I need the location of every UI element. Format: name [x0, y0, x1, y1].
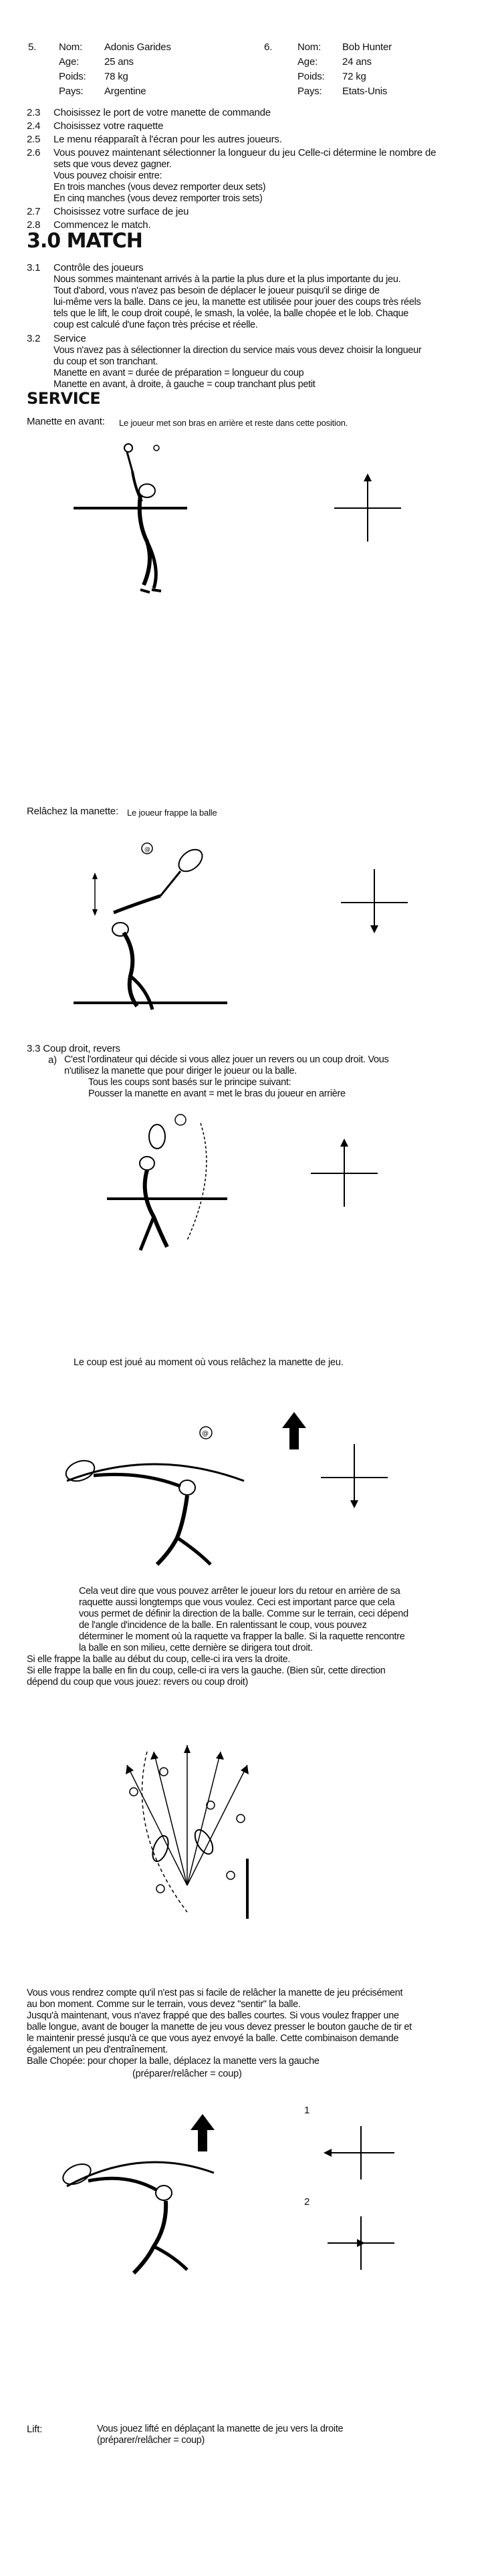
list-marker: a): [48, 1054, 57, 1066]
label-pays: Pays:: [59, 86, 84, 97]
text-line: n'utilisez la manette que pour diriger le joueur ou la balle.: [64, 1066, 297, 1076]
player-name: Adonis Garides: [104, 41, 171, 53]
text-line: lui-même vers la balle. Dans ce jeu, la manette est utilisée pour jouer des coups très réels: [53, 297, 421, 308]
step-text: Le menu réapparaît à l'écran pour les autres joueurs.: [53, 134, 282, 145]
player-country: Argentine: [104, 86, 146, 97]
forehand-prep-illustration: [100, 1106, 234, 1260]
text-line: également un peu d'entraînement.: [27, 2044, 168, 2055]
s31-paragraph: [53, 274, 420, 331]
text-line: balle longue, avant de bouger la manette de jeu vous devez presser le bouton gauche de tir et: [27, 2022, 412, 2032]
label-age: Age:: [59, 56, 80, 68]
text-line: dépend du coup que vous jouez: revers ou coup droit): [27, 1677, 249, 1687]
label-poids: Poids:: [59, 71, 86, 82]
s32-paragraph: [53, 345, 421, 390]
section-number: 3.2: [27, 333, 41, 344]
text-line: Pousser la manette en avant = met le bras du joueur en arrière: [88, 1088, 346, 1099]
player-number: 5.: [28, 41, 37, 53]
forehand-swing-illustration: [53, 1421, 267, 1574]
text-line: Si elle frappe la balle au début du coup, celle-ci ira vers la droite.: [27, 1654, 291, 1665]
step-number: 2.7: [27, 206, 41, 217]
player-age: 24 ans: [342, 56, 372, 68]
section-title-service: SERVICE: [27, 389, 101, 408]
step-26-details: [53, 159, 265, 205]
text-line: Balle Chopée: pour choper la balle, déplacez la manette vers la gauche: [27, 2056, 320, 2067]
text-line: Cela veut dire que vous pouvez arrêter le joueur lors du retour en arrière de sa: [79, 1586, 400, 1597]
label-nom: Nom:: [59, 41, 83, 53]
section-heading: 3.3 Coup droit, revers: [27, 1043, 120, 1054]
text-line: Tout d'abord, vous n'avez pas besoin de déplacer le joueur puisqu'il se dirige de: [53, 285, 380, 296]
serve2-desc: Le joueur frappe la balle: [127, 808, 217, 818]
text-line: au bon moment. Comme sur le terrain, vous devez "sentir" la balle.: [27, 1999, 301, 2010]
coup-release-text: Le coup est joué au moment où vous relâchez la manette de jeu.: [74, 1357, 344, 1368]
text-line: sets que vous devez gagner.: [53, 159, 172, 170]
section-heading: Service: [53, 333, 86, 344]
player-country: Etats-Unis: [342, 86, 388, 97]
chop-step-number: 1: [304, 2105, 310, 2116]
timing-paragraph: [79, 1586, 408, 1654]
text-line: Vous jouez lifté en déplaçant la manette de jeu vers la droite: [97, 2424, 344, 2434]
lift-label: Lift:: [27, 2424, 43, 2435]
text-line: En trois manches (vous devez remporter deux sets): [53, 182, 266, 193]
label-nom: Nom:: [297, 41, 322, 53]
joystick-left-icon: [321, 2119, 401, 2186]
step-text: Choisissez votre raquette: [53, 120, 164, 132]
text-line: Si elle frappe la balle en fin du coup, celle-ci ira vers la gauche. (Bien sûr, cette direction: [27, 1665, 386, 1676]
joystick-release-icon: [334, 862, 414, 943]
section-heading: Contrôle des joueurs: [53, 262, 144, 273]
step-number: 2.6: [27, 147, 41, 158]
lift-paragraph: [97, 2424, 343, 2446]
step-number: 2.8: [27, 219, 41, 231]
chop-step-number: 2: [304, 2196, 310, 2208]
text-line: Manette en avant, à droite, à gauche = coup tranchant plus petit: [53, 379, 316, 390]
text-line: Manette en avant = durée de préparation = longueur du coup: [53, 368, 304, 378]
text-line: Nous sommes maintenant arrivés à la partie la plus dure et la plus importante du jeu.: [53, 274, 401, 285]
serve2-label: Relâchez la manette:: [27, 806, 118, 817]
text-line: du coup et son tranchant.: [53, 356, 158, 367]
text-line: Vous n'avez pas à sélectionner la direction du service mais vous devez choisir la longueur: [53, 345, 422, 356]
step-text: Choisissez votre surface de jeu: [53, 206, 189, 217]
joystick-up-icon: [304, 1133, 384, 1213]
step-text: Commencez le match.: [53, 219, 151, 231]
svg-text:@: @: [144, 846, 150, 853]
section-title-match: 3.0 MATCH: [27, 229, 142, 253]
text-line: Tous les coups sont basés sur le principe suivant:: [88, 1077, 291, 1088]
text-line: raquette aussi longtemps que vous voulez. Ceci est important parce que cela: [79, 1597, 395, 1608]
serve-hit-illustration: [74, 839, 234, 1023]
label-pays: Pays:: [297, 86, 322, 97]
text-line: (préparer/relâcher = coup): [97, 2435, 205, 2446]
chop-shot-illustration: [47, 2126, 247, 2280]
text-line: Vous pouvez choisir entre:: [53, 170, 162, 181]
svg-text:@: @: [202, 1430, 209, 1437]
text-line: tels que le lift, le coup droit coupé, le smash, la volée, la balle chopée et le lob. Chaque: [53, 308, 408, 319]
text-line: C'est l'ordinateur qui décide si vous allez jouer un revers ou un coup droit. Vous: [64, 1054, 389, 1065]
joystick-release-icon: [321, 2210, 401, 2276]
text-line: En cinq manches (vous devez remporter trois sets): [53, 193, 263, 204]
step-text: Choisissez le port de votre manette de commande: [53, 107, 271, 118]
chop-subtext: (préparer/relâcher = coup): [132, 2069, 242, 2079]
serve1-label: Manette en avant:: [27, 416, 105, 427]
player-number: 6.: [264, 41, 273, 53]
player-weight: 78 kg: [104, 71, 128, 82]
player-weight: 72 kg: [342, 71, 366, 82]
text-line: de l'angle d'incidence de la balle. En ralentissant le coup, vous pouvez: [79, 1620, 367, 1631]
step-text: Vous pouvez maintenant sélectionner la longueur du jeu Celle-ci détermine le nombre de: [53, 147, 437, 158]
text-line: coup est calculé d'une façon très précise et réelle.: [53, 320, 258, 330]
thick-up-arrow-icon: [281, 1411, 307, 1451]
text-line: la balle en son milieu, cette dernière se dirigera tout droit.: [79, 1643, 313, 1653]
text-line: déterminer le moment où la raquette va frapper la balle. Si la raquette rencontre: [79, 1631, 405, 1642]
direction-paragraph: [27, 1654, 386, 1688]
section-number: 3.1: [27, 262, 41, 273]
thick-up-arrow-icon: [189, 2113, 216, 2153]
s33-paragraph: [64, 1054, 389, 1100]
text-line: Jusqu'à maintenant, vous n'avez frappé que des balles courtes. Si vous voulez frapper une: [27, 2010, 399, 2021]
serve-prep-illustration: [53, 435, 214, 608]
label-age: Age:: [297, 56, 318, 68]
text-line: Vous vous rendrez compte qu'il n'est pas si facile de relâcher la manette de jeu précisément: [27, 1988, 403, 1998]
player-name: Bob Hunter: [342, 41, 392, 53]
step-number: 2.3: [27, 107, 41, 118]
feel-paragraph: [27, 1988, 412, 2067]
swing-directions-illustration: [87, 1725, 287, 1925]
joystick-up-icon: [328, 468, 408, 548]
text-line: le maintenir pressé jusqu'à ce que vous ayez envoyé la balle. Cette combinaison demande: [27, 2033, 399, 2044]
joystick-release-icon: [314, 1437, 394, 1518]
text-line: vous permet de définir la direction de la balle. Comme sur le terrain, ceci dépend: [79, 1609, 408, 1619]
player-age: 25 ans: [104, 56, 134, 68]
serve1-desc: Le joueur met son bras en arrière et reste dans cette position.: [119, 418, 348, 428]
step-number: 2.4: [27, 120, 41, 132]
step-number: 2.5: [27, 134, 41, 145]
label-poids: Poids:: [297, 71, 325, 82]
